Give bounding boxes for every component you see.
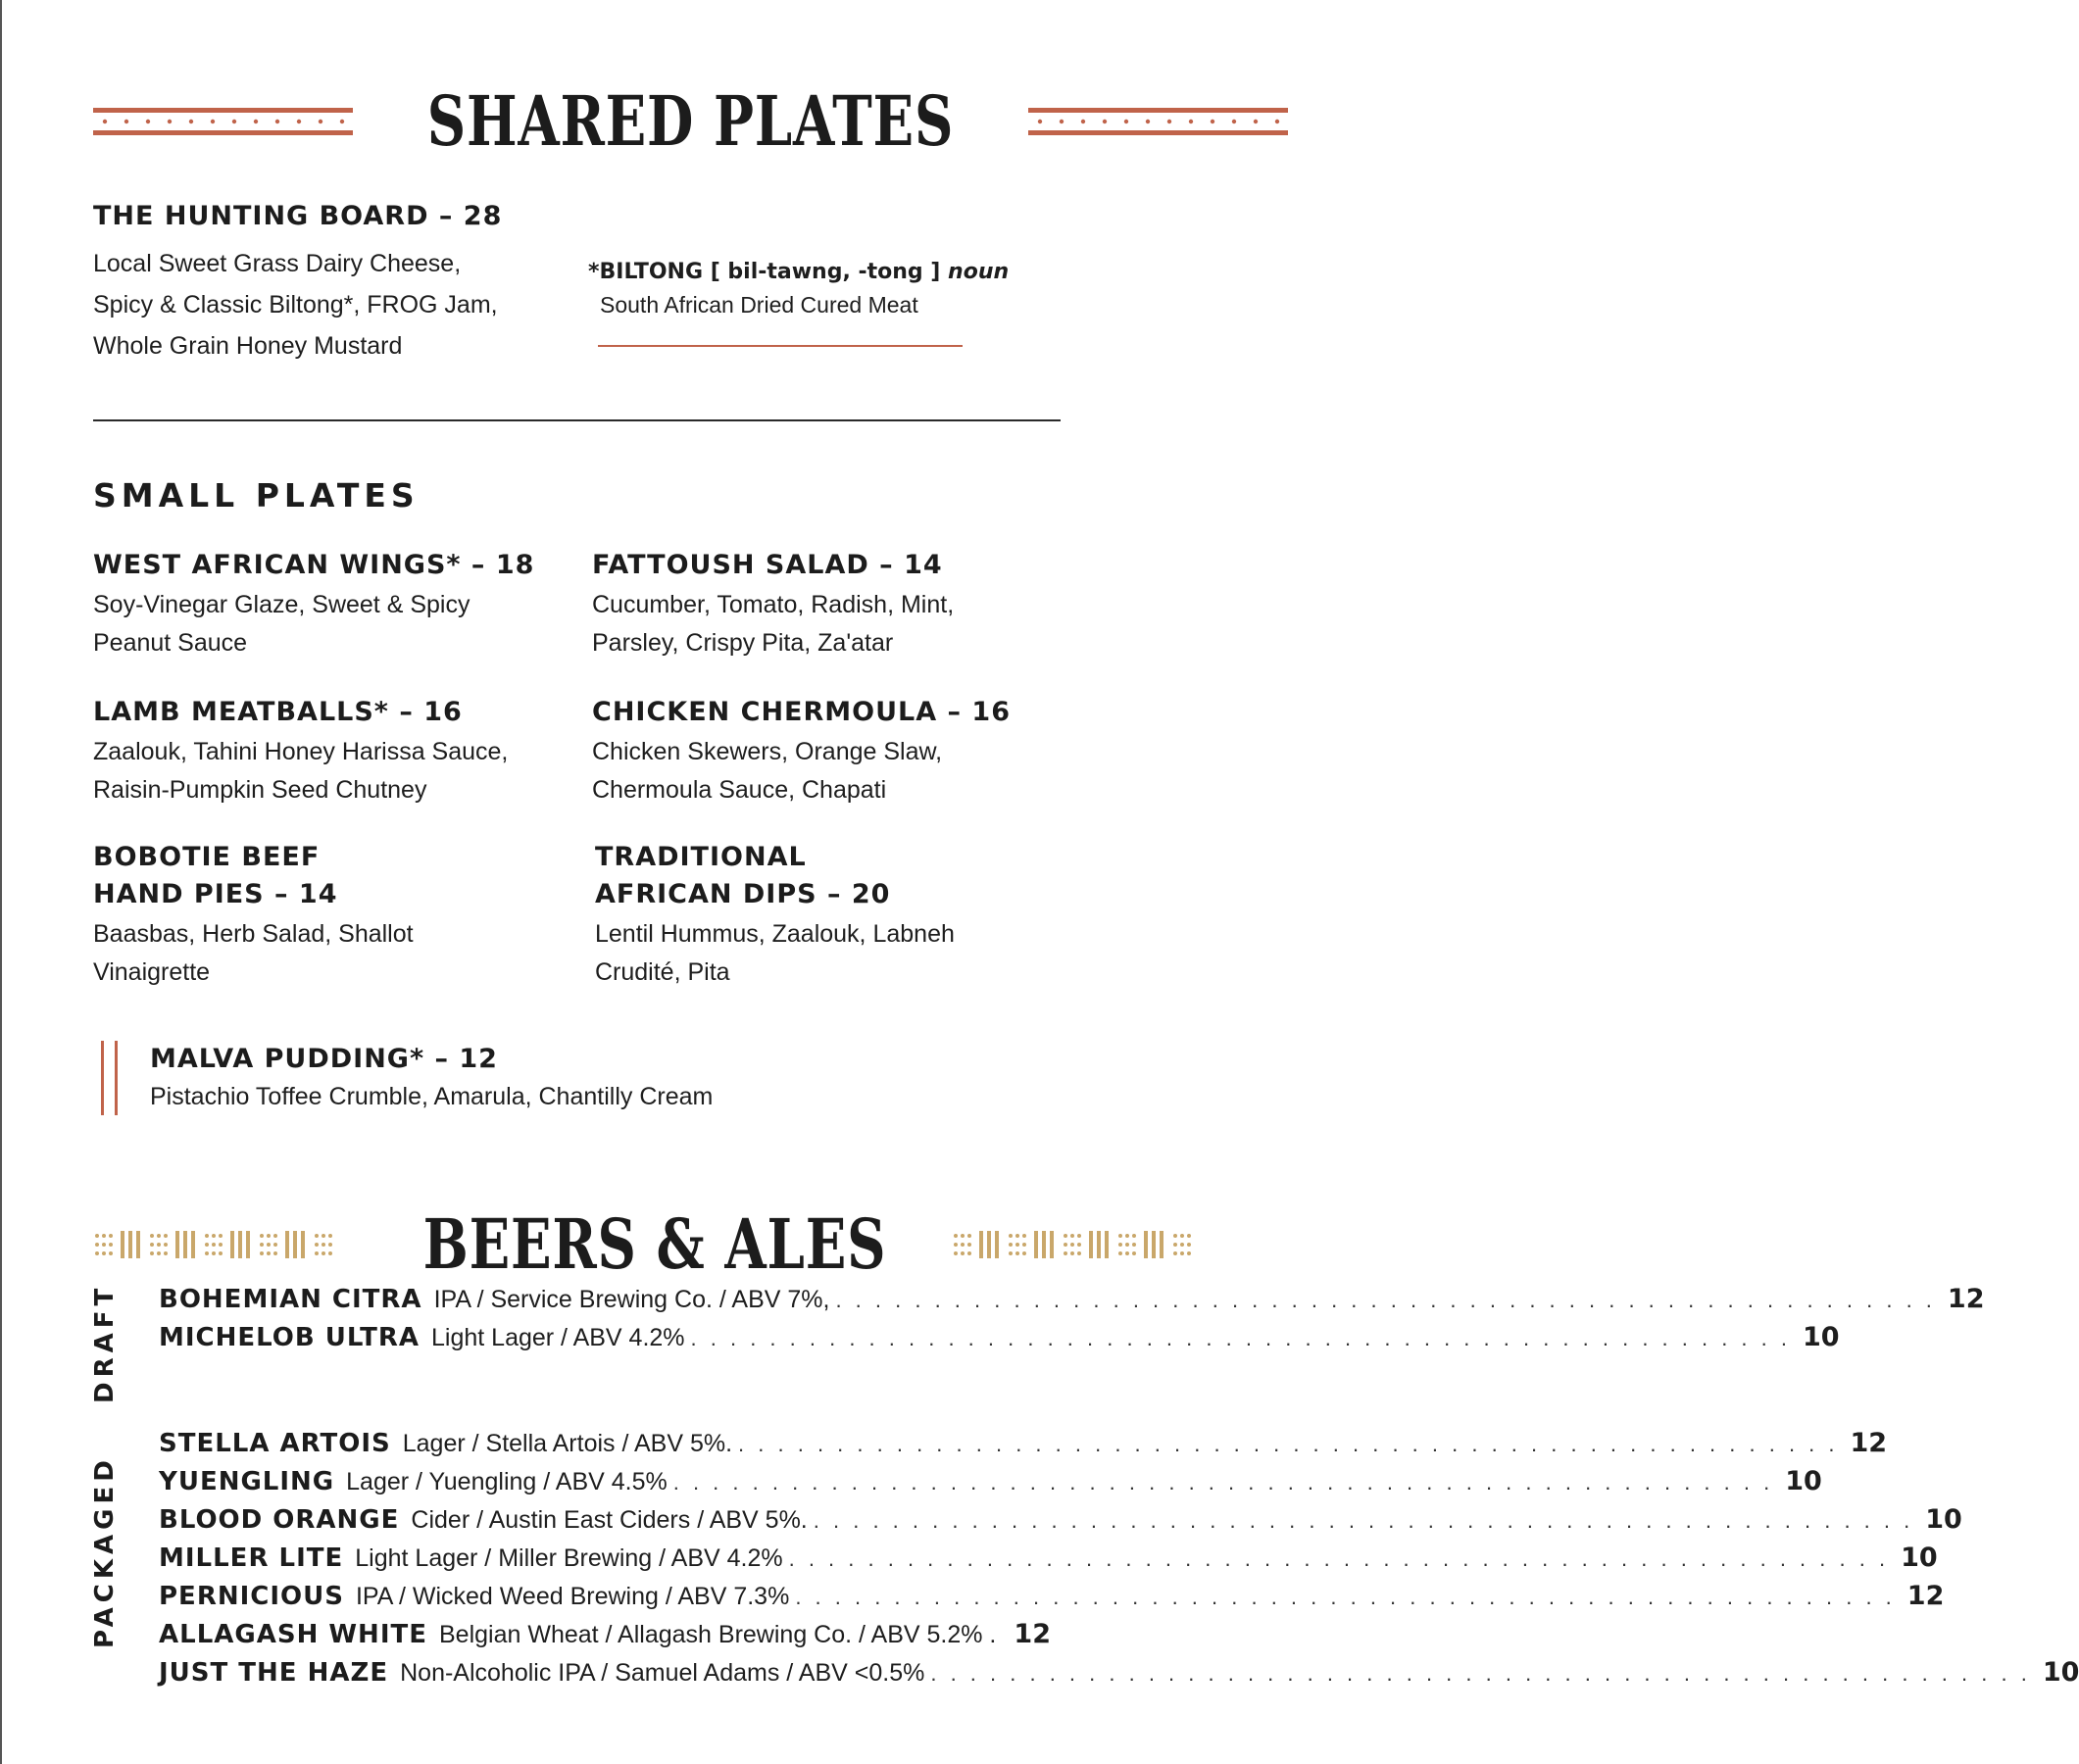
beer-name: STELLA ARTOIS <box>159 1429 391 1458</box>
biltong-pronunciation: [ bil-tawng, -tong ] <box>710 260 941 284</box>
beer-name: PERNICIOUS <box>159 1582 344 1611</box>
item-title: AFRICAN DIPS – 20 <box>595 879 891 909</box>
item-title: HAND PIES – 14 <box>93 879 338 909</box>
hunting-board-title: THE HUNTING BOARD – 28 <box>93 201 503 231</box>
beer-detail: Non-Alcoholic IPA / Samuel Adams / ABV <0.5% <box>400 1659 925 1687</box>
desc-line: Parsley, Crispy Pita, Za'atar <box>592 629 894 657</box>
beer-detail: Lager / Stella Artois / ABV 5%. <box>402 1430 733 1457</box>
beer-row <box>159 1657 2079 1694</box>
beer-row <box>159 1322 1840 1359</box>
beer-row <box>159 1284 1985 1321</box>
beer-row <box>159 1581 1945 1618</box>
draft-label: DRAFT <box>90 1283 120 1403</box>
item-title: FATTOUSH SALAD – 14 <box>592 550 943 580</box>
beers-banner <box>93 1203 1062 1285</box>
gold-ornament-right <box>952 1227 1216 1262</box>
item-title: LAMB MEATBALLS* – 16 <box>93 697 463 727</box>
desc-line: Baasbas, Herb Salad, Shallot <box>93 920 414 948</box>
beer-detail: Cider / Austin East Ciders / ABV 5%. <box>411 1506 808 1534</box>
menu-item-malva-pudding <box>150 1041 934 1116</box>
rust-ornament-left <box>93 104 353 139</box>
biltong-part-of-speech: noun <box>948 260 1010 284</box>
beer-row <box>159 1466 1822 1503</box>
packaged-label: PACKAGED <box>90 1455 120 1648</box>
dessert-accent-bars <box>99 1041 121 1115</box>
beer-detail: Light Lager / ABV 4.2% <box>431 1324 685 1351</box>
item-description: Pistachio Toffee Crumble, Amarula, Chantilly Cream <box>150 1083 714 1110</box>
beer-price: 12 <box>1906 1581 1945 1611</box>
desc-line: Cucumber, Tomato, Radish, Mint, <box>592 591 955 618</box>
page-edge <box>0 0 2 1764</box>
desc-line: Chermoula Sauce, Chapati <box>592 776 887 804</box>
leader-dots: . . . . . . . . . . . . . . . . . . . . . . . . . . . . . . . . . . . . . . . . . . . . . . . . . . . . . . . . <box>788 1546 1890 1571</box>
gold-ornament-left <box>93 1227 358 1262</box>
beers-heading: BEERS & ALES <box>422 1203 887 1285</box>
desc-line: Chicken Skewers, Orange Slaw, <box>592 738 943 765</box>
small-plates-heading: SMALL PLATES <box>93 476 420 514</box>
beer-name: YUENGLING <box>159 1467 335 1496</box>
beer-price: 12 <box>1947 1284 1985 1314</box>
menu-item-bobotie-hand-pies <box>93 839 554 992</box>
beer-price: 10 <box>1925 1504 1962 1535</box>
shared-plates-banner <box>93 80 1062 162</box>
desc-line: Spicy & Classic Biltong*, FROG Jam, <box>93 291 498 318</box>
beer-price: 10 <box>1803 1322 1840 1352</box>
desc-line: Vinaigrette <box>93 958 211 986</box>
hunting-board-item <box>93 198 564 367</box>
desc-line: Lentil Hummus, Zaalouk, Labneh <box>595 920 955 948</box>
rust-ornament-right <box>1028 104 1288 139</box>
biltong-underline <box>598 345 963 347</box>
beer-row <box>159 1504 1962 1542</box>
leader-dots: . . . . . . . . . . . . . . . . . . . . . . . . . . . . . . . . . . . . . . . . . . . . . . . . . . . . . . . . <box>672 1470 1774 1494</box>
beer-detail: IPA / Wicked Weed Brewing / ABV 7.3% <box>355 1583 790 1610</box>
menu-item-fattoush-salad <box>592 547 1053 662</box>
beer-row <box>159 1428 1888 1465</box>
beer-price: 12 <box>1850 1428 1888 1458</box>
beer-name: ALLAGASH WHITE <box>159 1620 427 1649</box>
leader-dots: . . . . . . . . . . . . . . . . . . . . . . . . . . . . . . . . . . . . . . . . . . . . . . . . . . . . . . . . <box>795 1585 1896 1609</box>
desc-line: Zaalouk, Tahini Honey Harissa Sauce, <box>93 738 509 765</box>
desc-line: Soy-Vinegar Glaze, Sweet & Spicy <box>93 591 470 618</box>
hunting-board-description <box>93 243 564 367</box>
biltong-meaning: South African Dried Cured Meat <box>600 292 918 318</box>
desc-line: Crudité, Pita <box>595 958 730 986</box>
menu-item-african-dips <box>595 839 1056 992</box>
menu-item-lamb-meatballs <box>93 694 554 809</box>
item-title: TRADITIONAL <box>595 842 807 872</box>
beer-price: 12 <box>1014 1619 1051 1649</box>
menu-item-chicken-chermoula <box>592 694 1053 809</box>
desc-line: Local Sweet Grass Dairy Cheese, <box>93 250 462 277</box>
item-title: MALVA PUDDING* – 12 <box>150 1044 498 1074</box>
beer-name: BLOOD ORANGE <box>159 1505 400 1535</box>
beer-detail: Lager / Yuengling / ABV 4.5% <box>346 1468 668 1495</box>
leader-dots: . . . . . . . . . . . . . . . . . . . . . . . . . . . . . . . . . . . . . . . . . . . . . . . . . . . . . . . . <box>690 1326 1791 1350</box>
section-divider <box>93 419 1061 421</box>
menu-item-west-african-wings <box>93 547 554 662</box>
beer-detail: Belgian Wheat / Allagash Brewing Co. / ABV 5.2% . <box>439 1621 997 1648</box>
beer-name: MILLER LITE <box>159 1544 344 1573</box>
desc-line: Whole Grain Honey Mustard <box>93 332 403 360</box>
beer-row <box>159 1543 1938 1580</box>
beer-detail: IPA / Service Brewing Co. / ABV 7%, <box>433 1286 830 1313</box>
beer-row <box>159 1619 1051 1656</box>
leader-dots: . . . . . . . . . . . . . . . . . . . . . . . . . . . . . . . . . . . . . . . . . . . . . . . . . . . . . . . . <box>835 1288 1936 1312</box>
beer-detail: Light Lager / Miller Brewing / ABV 4.2% <box>355 1544 783 1572</box>
beer-price: 10 <box>1785 1466 1822 1496</box>
beer-price: 10 <box>2042 1657 2079 1688</box>
item-title: WEST AFRICAN WINGS* – 18 <box>93 550 535 580</box>
beer-name: BOHEMIAN CITRA <box>159 1285 422 1314</box>
biltong-term: *BILTONG <box>588 260 704 284</box>
leader-dots: . . . . . . . . . . . . . . . . . . . . . . . . . . . . . . . . . . . . . . . . . . . . . . . . . . . . . . . . <box>813 1508 1914 1533</box>
item-title: CHICKEN CHERMOULA – 16 <box>592 697 1011 727</box>
item-title: BOBOTIE BEEF <box>93 842 321 872</box>
leader-dots: . . . . . . . . . . . . . . . . . . . . . . . . . . . . . . . . . . . . . . . . . . . . . . . . . . . . . . . . <box>930 1661 2031 1686</box>
desc-line: Peanut Sauce <box>93 629 248 657</box>
desc-line: Raisin-Pumpkin Seed Chutney <box>93 776 427 804</box>
beer-name: MICHELOB ULTRA <box>159 1323 421 1352</box>
beer-name: JUST THE HAZE <box>159 1658 389 1688</box>
beer-price: 10 <box>1901 1543 1938 1573</box>
leader-dots: . . . . . . . . . . . . . . . . . . . . . . . . . . . . . . . . . . . . . . . . . . . . . . . . . . . . . . . . <box>738 1432 1839 1456</box>
biltong-definition <box>588 257 1010 321</box>
shared-plates-heading: SHARED PLATES <box>426 80 955 162</box>
